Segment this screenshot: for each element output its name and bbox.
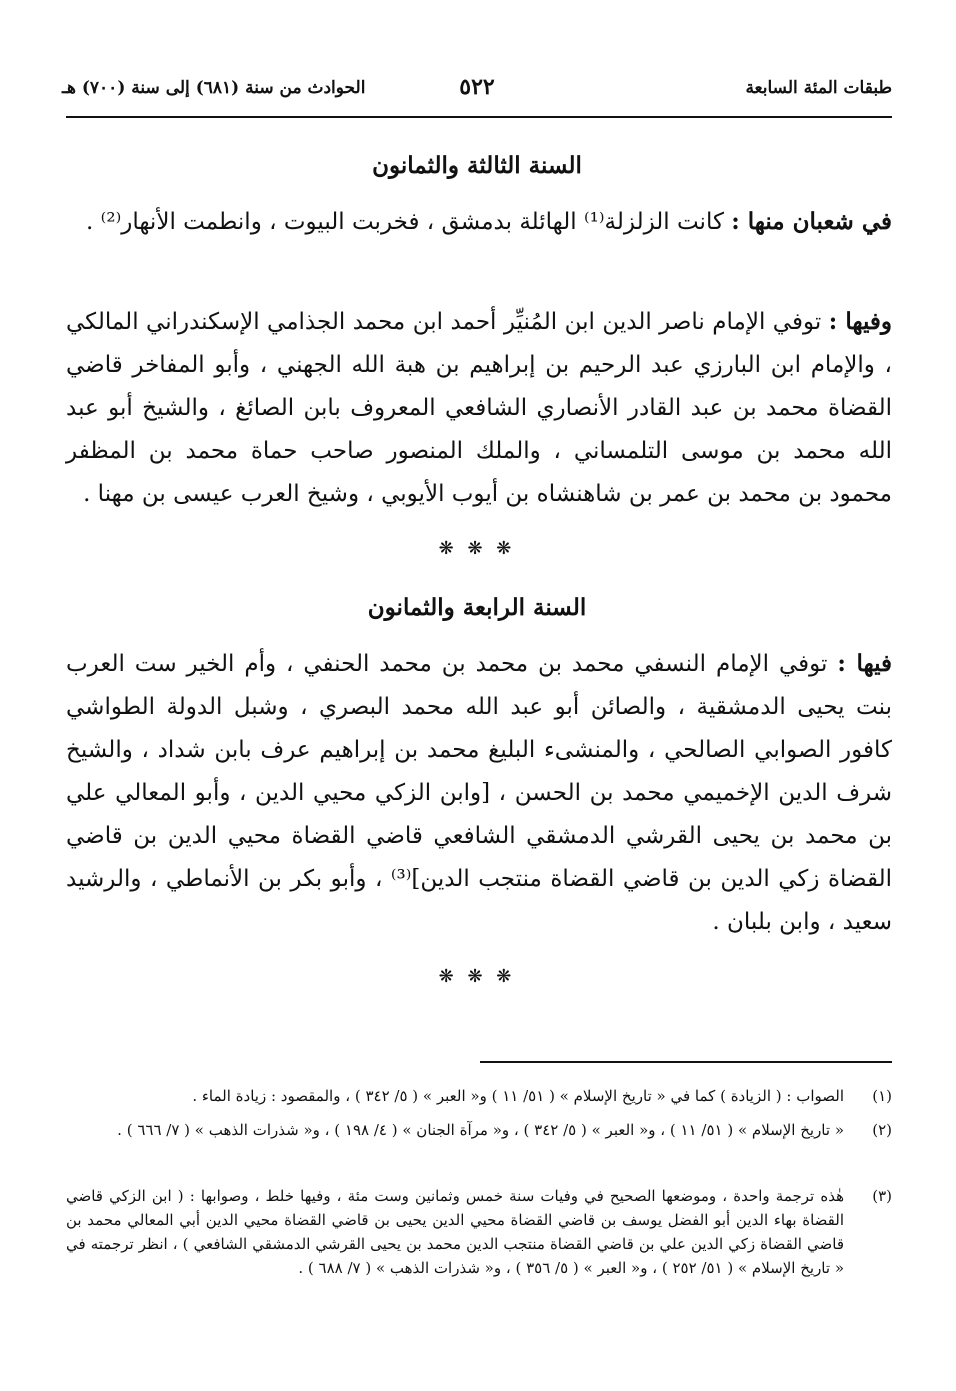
footnote-3 — [66, 1184, 892, 1280]
paragraph-text: كانت الزلزلة⁽¹⁾ الهائلة بدمشق ، فخربت البيوت ، وانطمت الأنهار⁽²⁾ . — [86, 209, 732, 235]
paragraph-text: توفي الإمام النسفي محمد بن محمد بن محمد الحنفي ، وأم الخير ست العرب بنت يحيى الدمشقية ، والصائن أبو عبد الله محمد البصري ، وشبل الدولة الطواشي كافور الصوابي الصالحي ، والمنشىء البليغ محمد بن إبراهيم عرف بابن شداد ، والشيخ شرف الدين الإخميمي محمد بن الحسن ، [وابن الزكي محيي الدين ، وأبو المعالي علي بن محمد بن يحيى القرشي الدمشقي الشافعي قاضي القضاة محيي الدين بن قاضي القضاة زكي الدين بن قاضي القضاة منتجب الدين]⁽³⁾ ، وأبو بكر بن الأنماطي ، والرشيد سعيد ، وابن بلبان . — [66, 651, 893, 935]
paragraph-text: توفي الإمام ناصر الدين ابن المُنيِّر أحمد ابن محمد الجذامي الإسكندراني المالكي ، والإمام ابن البارزي عبد الرحيم بن إبراهيم بن هبة الله الجهني ، وأبو المفاخر قاضي القضاة محمد بن عبد القادر الأنصاري الشافعي المعروف بابن الصائغ ، والشيخ أبو عبد الله محمد بن موسى التلمساني ، والملك المنصور صاحب حماة محمد بن المظفر محمود بن محمد بن عمر بن شاهنشاه بن أيوب الأيوبي ، وشيخ العرب عيسى بن مهنا . — [66, 309, 892, 507]
footnote-text: « تاريخ الإسلام » ( ٥١/ ١١ ) ، و« العبر » ( ٥/ ٣٤٢ ) ، و« مرآة الجنان » ( ٤/ ١٩٨ ) ، و« شذرات الذهب » ( ٧/ ٦٦٦ ) . — [117, 1121, 844, 1139]
footnote-2 — [66, 1118, 892, 1142]
paragraph-lead: فيها : — [837, 650, 893, 677]
paragraph-shaban — [66, 200, 892, 244]
section-separator: ❋ ❋ ❋ — [438, 966, 516, 987]
footnote-text: هٰذه ترجمة واحدة ، وموضعها الصحيح في وفيات سنة خمس وثمانين وست مئة ، وفيها خلط ، وصوابها : ( ابن الزكي قاضي القضاة بهاء الدين أبو الفضل يوسف بن قاضي القضاة محيي الدين يحيى بن قاضي القضاة محيي الدين أبي المعالي محمد بن قاضي القضاة زكي الدين علي بن قاضي القضاة منتجب الدين محمد بن يحيى القرشي الدمشقي الشافعي ) ، انظر ترجمته في « تاريخ الإسلام » ( ٥١/ ٢٥٢ ) ، و« العبر » ( ٥/ ٣٥٦ ) ، و« شذرات الذهب » ( ٧/ ٦٨٨ ) . — [66, 1187, 844, 1277]
book-title: طبقات المئة السابعة — [745, 78, 892, 98]
paragraph-deaths-683 — [66, 300, 892, 516]
footnote-divider — [480, 1061, 892, 1063]
section-separator: ❋ ❋ ❋ — [438, 538, 516, 559]
footnote-number: (٢) — [872, 1121, 892, 1139]
chapter-range: الحوادث من سنة (٦٨١) إلى سنة (٧٠٠) هـ — [62, 78, 366, 98]
footnote-number: (٣) — [872, 1187, 892, 1205]
footnote-number: (١) — [872, 1087, 892, 1105]
section-title-683: السنة الثالثة والثمانون — [372, 152, 582, 179]
paragraph-lead: في شعبان منها : — [731, 208, 892, 235]
paragraph-lead: وفيها : — [828, 308, 892, 335]
paragraph-deaths-684 — [66, 642, 892, 944]
footnote-text: الصواب : ( الزيادة ) كما في « تاريخ الإسلام » ( ٥١/ ١١ ) و« العبر » ( ٥/ ٣٤٢ ) ، والمقصود : زيادة الماء . — [192, 1087, 844, 1105]
header-divider — [66, 116, 892, 118]
page-number: ٥٢٢ — [459, 74, 495, 100]
section-title-684: السنة الرابعة والثمانون — [367, 594, 587, 621]
running-header — [62, 74, 892, 108]
footnote-1 — [66, 1084, 892, 1108]
